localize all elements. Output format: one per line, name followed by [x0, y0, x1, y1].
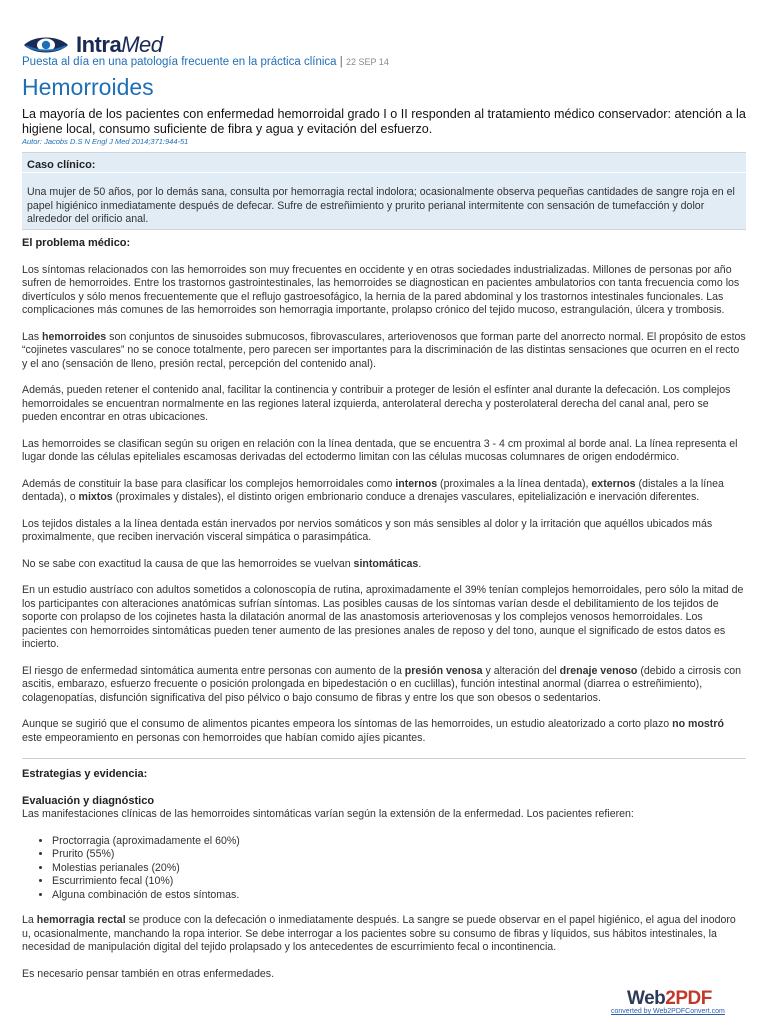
publish-date: 22 SEP 14: [345, 57, 389, 67]
author-line: Autor: Jacobs D.S N Engl J Med 2014;371:944-51: [22, 137, 189, 146]
lead-paragraph: La mayoría de los pacientes con enfermedad hemorroidal grado I o II responden al tratamiento médico conservador: atención a la higiene local, consumo suficiente de fibra y agua y evitación del esfuerzo.: [22, 107, 746, 136]
paragraph: Las hemorroides son conjuntos de sinusoides submucosos, fibrovasculares, arteriovenosos que forman parte del anorrecto normal. El propósito de estos “cojinetes vasculares” no se conoce totalmente, pero parecen ser importantes para la discriminación de las distintas sensaciones que ocurren en el recto y el ano (sensación de lleno, presión rectal, percepción del contenido anal).: [22, 330, 746, 370]
section-divider: [22, 758, 746, 759]
paragraph: Los síntomas relacionados con las hemorroides son muy frecuentes en occidente y en otras sociedades industrializadas. Millones de personas por año sufren de hemorroides. Entre los trastornos gastrointestinales, las hemorroides se diagnostican en pacientes ambulatorios con tanta frecuencia como los divertículos y sólo menos frecuentemente que el reflujo gastroesofágico, la hernia de la pared abdominal y los trastornos intestinales funcionales. Las complicaciones más comunes de las hemorroides son hemorragia importante, prolapso crónico del tejido mucoso, estrangulación, úlcera y trombosis.: [22, 263, 740, 316]
paragraph: Los tejidos distales a la línea dentada están inervados por nervios somáticos y son más sensibles al dolor y la irritación que aquéllos ubicados más proximalmente, que reciben inervación visceral simpática o parasimpática.: [22, 517, 713, 543]
intramed-logo[interactable]: [22, 33, 162, 57]
paragraph: La hemorragia rectal se produce con la defecación o inmediatamente después. La sangre se puede observar en el papel higiénico, el agua del inodoro u, ocasionalmente, manchando la ropa interior. Se debe interrogar a los pacientes sobre su consumo de fibras y líquidos, sus hábitos intestinales, la necesidad de manipulación digital del tejido prolapsado y los antecedentes de escurrimiento fecal o incontinencia.: [22, 914, 736, 953]
paragraph: Es necesario pensar también en otras enfermedades.: [22, 967, 275, 980]
section-heading-problem: El problema médico:: [22, 237, 131, 249]
case-divider: [22, 172, 746, 173]
list-item: • Escurrimiento fecal (10%): [52, 875, 746, 889]
paragraph: No se sabe con exactitud la causa de que las hemorroides se vuelvan sintomáticas.: [22, 557, 422, 570]
list-item: • Molestias perianales (20%): [52, 862, 746, 876]
tagline: [22, 56, 389, 68]
web2pdf-wordmark: Web2PDF: [627, 988, 712, 1009]
list-item: • Prurito (55%): [52, 848, 746, 862]
paragraph: En un estudio austríaco con adultos sometidos a colonoscopía de rutina, aproximadamente el 39% tenían complejos hemorroidales, pero sólo la mitad de los participantes con alteraciones anatómicas sufrían síntomas. Las posibles causas de los síntomas varían desde el debilitamiento de los tejidos de soporte con prolapso de los cojinetes hasta la dilatación anormal de las anastomosis arteriovenosas y los complejos venosos hemorroidales. Los pacientes con hemorroides sintomáticas pueden tener aumento de las presiones anales de reposo y del tono, aunque el significado de estos datos es incierto.: [22, 584, 744, 650]
case-box: [22, 152, 746, 230]
list-item: • Proctorragia (aproximadamente el 60%): [52, 835, 746, 849]
web2pdf-logo[interactable]: [611, 986, 739, 1020]
page-title: Hemorroides: [22, 74, 154, 100]
eye-logo-icon: [22, 34, 70, 56]
section-heading-strategies: Estrategias y evidencia:: [22, 768, 148, 780]
converted-by-link[interactable]: converted by Web2PDFConvert.com: [611, 1008, 725, 1015]
paragraph: El riesgo de enfermedad sintomática aumenta entre personas con aumento de la presión venosa y alteración del drenaje venoso (debido a cirrosis con ascitis, embarazo, esfuerzo frecuente o posición prolongada en bipedestación o en cuclillas), función intestinal anormal (diarrea o estreñimiento), colagenopatías, disfunción significativa del piso pélvico o bajo consumo de fibras y entre los que son obesos o sedentarios.: [22, 664, 742, 704]
paragraph: Además de constituir la base para clasificar los complejos hemorroidales como internos (proximales a la línea dentada), externos (distales a la línea dentada), o mixtos (proximales y distales), el distinto origen embrionario conduce a drenajes vasculares, epitelialización e inervación diferentes.: [22, 477, 724, 503]
paragraph: Las hemorroides se clasifican según su origen en relación con la línea dentada, que se encuentra 3 - 4 cm proximal al borde anal. La línea representa el lugar donde las células epiteliales escamosas derivadas del ectodermo limitan con las células mucosas columnares de origen endodérmico.: [22, 437, 738, 463]
case-title: Caso clínico:: [27, 159, 96, 171]
symptom-list: [22, 835, 746, 903]
paragraph: Además, pueden retener el contenido anal, facilitar la continencia y contribuir a proteger de lesión el esfínter anal durante la defecación. Los complejos hemorroidales se encuentran normalmente en las regiones lateral izquierda, anterolateral derecha y posterolateral derecha del canal anal, pero se pueden encontrar en otras ubicaciones.: [22, 384, 731, 423]
case-text: Una mujer de 50 años, por lo demás sana, consulta por hemorragia rectal indolora; ocasionalmente observa pequeñas cantidades de sangre roja en el papel higiénico inmediatamente después de defecar. Sufre de estreñimiento y prurito perianal intermitente con sensación de tumefacción y dolor alrededor del orificio anal.: [27, 186, 735, 225]
paragraph: Las manifestaciones clínicas de las hemorroides sintomáticas varían según la extensión de la enfermedad. Los pacientes refieren:: [22, 808, 634, 820]
list-item: • Alguna combinación de estos síntomas.: [52, 889, 746, 903]
paragraph: Aunque se sugirió que el consumo de alimentos picantes empeora los síntomas de las hemorroides, un estudio aleatorizado a corto plazo no mostró este empeoramiento en personas con hemorroides que habían comido ajíes picantes.: [22, 718, 724, 744]
article-body: [22, 237, 746, 994]
brand-name: IntraMed: [76, 32, 163, 57]
tagline-text: Puesta al día en una patología frecuente en la práctica clínica: [22, 56, 337, 68]
subheading-evaluation: Evaluación y diagnóstico: [22, 794, 155, 807]
tagline-separator: |: [339, 56, 343, 68]
reference-link[interactable]: N Engl J Med 2014;371:944-51: [84, 137, 189, 146]
